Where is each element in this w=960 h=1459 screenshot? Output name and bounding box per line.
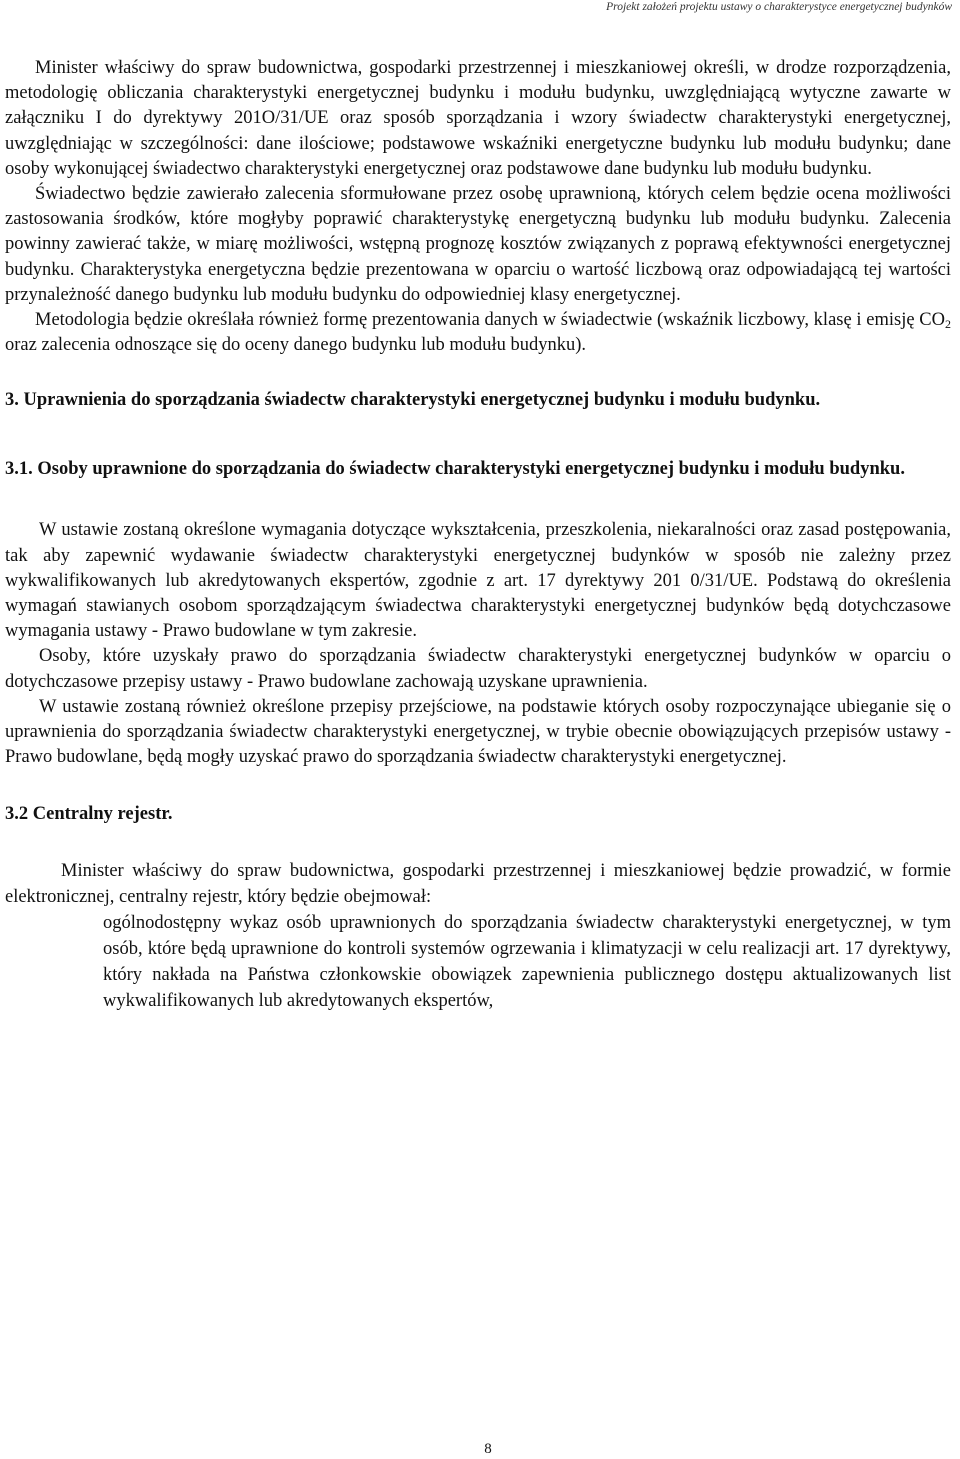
paragraph-methodology-presentation-start: Metodologia będzie określała również formę prezentowania danych w świadectwie (wskaźnik liczbowy, klasę i emisję CO [35,310,945,331]
spacer [5,829,951,859]
section-heading-3: 3. Uprawnienia do sporządzania świadectw charakterystyki energetycznej budynku i modułu budynku. [5,390,821,411]
section-heading-3-2: 3.2 Centralny rejestr. [5,804,173,825]
paragraph-methodology-presentation-end: oraz zalecenia odnoszące się do oceny danego budynku lub modułu budynku). [5,335,587,356]
spacer [5,770,951,800]
page-number: 8 [484,1441,492,1457]
paragraph-methodology-regulation: Minister właściwy do spraw budownictwa, gospodarki przestrzennej i mieszkaniowej określi, w drodze rozporządzenia, metodologię obliczania charakterystyki energetycznej budynku i modułu budynku, uwzględniającą wytyczne zawarte w załączniku I do dyrektywy 201O/31/UE oraz sposób sporządzania i wzory świadectw charakterystyki energetycznej, uwzględniając w szczególności: dane ilościowe; podstawowe wskaźniki energetyczne budynku lub modułu budynku; dane osoby wykonującej świadectwo charakterystyki energetycznej oraz podstawowe dane budynku lub modułu budynku. [5,58,951,179]
paragraph-retained-rights: Osoby, które uzyskały prawo do sporządzania świadectw charakterystyki energetycznej budynków w oparciu o dotychczasowe przepisy ustawy - Prawo budowlane zachowają uzyskane uprawnienia. [5,646,951,692]
section-heading-3-1: 3.1. Osoby uprawnione do sporządzania do świadectw charakterystyki energetycznej budynku i modułu budynku. [5,459,905,480]
co2-subscript: 2 [945,317,951,332]
list-item-public-register: ogólnodostępny wykaz osób uprawnionych do sporządzania świadectw charakterystyki energetycznej, w tym osób, które będą uprawnione do kontroli systemów ogrzewania i klimatyzacji w celu realizacji art. 17 dyrektywy, który nakłada na Państwa członkowskie obowiązek zapewnienia publicznego dostępu aktualizowanych list wykwalifikowanych lub akredytowanych ekspertów, [103,912,951,1011]
paragraph-certificate-recommendations: Świadectwo będzie zawierało zalecenia sformułowane przez osobę uprawnioną, których celem będzie ocena możliwości zastosowania środków, które mogłyby poprawić charakterystykę energetyczną budynku lub modułu budynku. Zalecenia powinny zawierać także, w miarę możliwości, wstępną prognozę kosztów związanych z poprawą efektywności energetycznej budynku. Charakterystyka energetyczna będzie prezentowana w oparciu o wartość liczbową oraz odpowiadającą tej wartości przynależność danego budynku lub modułu budynku do odpowiedniej klasy energetycznej. [5,184,951,305]
page-body [5,56,951,1014]
paragraph-central-register: Minister właściwy do spraw budownictwa, gospodarki przestrzennej i mieszkaniowej będzie prowadzić, w formie elektronicznej, centralny rejestr, który będzie obejmował: [5,861,951,907]
spacer [5,415,951,455]
running-header: Projekt założeń projektu ustawy o charakterystyce energetycznej budynków [606,1,952,13]
paragraph-transitional-provisions: W ustawie zostaną również określone przepisy przejściowe, na podstawie których osoby rozpoczynające ubieganie się o uprawnienia do sporządzania świadectw charakterystyki energetycznej, w trybie obecnie obowiązujących przepisów ustawy - Prawo budowlane, będą mogły uzyskać prawo do sporządzania świadectw charakterystyki energetycznej. [5,696,951,768]
spacer [5,484,951,518]
paragraph-qualification-requirements: W ustawie zostaną określone wymagania dotyczące wykształcenia, przeszkolenia, niekaralności oraz zasad postępowania, tak aby zapewnić wydawanie świadectw charakterystyki energetycznej budynków w sposób nie zależny przez wykwalifikowanych lub akredytowanych ekspertów, zgodnie z art. 17 dyrektywy 201 0/31/UE. Podstawą do określenia wymagań stawianych osobom sporządzającym świadectwa charakterystyki energetycznej budynków będą dotychczasowe wymagania ustawy - Prawo budowlane w tym zakresie. [5,520,951,642]
paragraph-methodology-presentation [5,308,951,358]
spacer [5,358,951,386]
